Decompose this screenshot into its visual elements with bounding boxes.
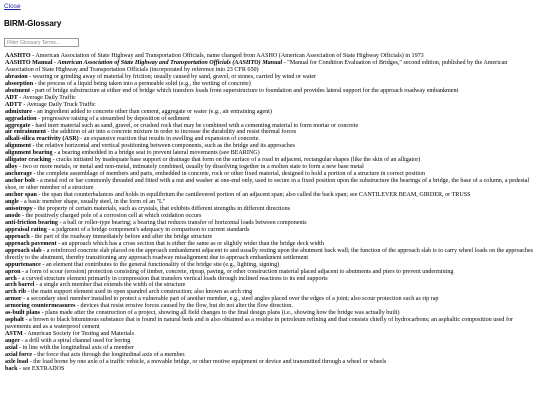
term-separator: - [40, 261, 46, 268]
term-separator: - [29, 233, 35, 240]
glossary-term: approach slab [5, 247, 42, 254]
definition-text: - "Manual for Condition Evaluation of Bridges," second edition, published by the American Association of State Highway and Transportation Officials (incorporated by reference into 23 CFR 650) [5, 59, 508, 73]
glossary-entry [5, 136, 535, 143]
glossary-definition: the force that acts through the longitudinal axis of a member. [37, 351, 186, 358]
term-separator: - [36, 115, 42, 122]
glossary-definition: a bearing embedded in a bridge seat to prevent lateral movements (see BEARING) [57, 150, 260, 157]
glossary-term: abrasion [5, 73, 28, 80]
term-separator: - [17, 94, 23, 101]
term-separator: - [46, 129, 52, 136]
glossary-term: absorption [5, 80, 34, 87]
glossary-term: armor [5, 296, 22, 303]
glossary-entry [5, 227, 535, 234]
glossary-definition: plans made after the construction of a project, showing all field changes to the final design plans (i.e., showing how the bridge was actually built) [45, 310, 400, 317]
term-separator: - [27, 73, 33, 80]
glossary-entry [5, 81, 535, 88]
glossary-entry [5, 206, 535, 213]
glossary-term: angle [5, 199, 19, 206]
definition-emphasis: American Association of State Highway and Transportation Officials (AASHTO) Manual [57, 59, 283, 66]
term-separator: - [40, 310, 46, 317]
glossary-term: anti-friction bearing [5, 219, 58, 226]
glossary-entry [5, 116, 535, 123]
glossary-entry [5, 192, 535, 199]
glossary-entry [5, 60, 535, 74]
glossary-term: alligator cracking [5, 157, 52, 164]
glossary-definition [5, 60, 507, 73]
glossary-term: apron [5, 268, 21, 275]
glossary-definition: a curved structure element primarily in compression that transfers vertical loads through inclined reactions to its end supports [21, 275, 328, 282]
glossary-entry [5, 282, 535, 289]
term-separator: - [20, 212, 26, 219]
term-separator: - [21, 296, 27, 303]
glossary-definition: a metal rod or bar commonly threaded and fitted with a nut and washer at one-end only, used to secure in a fixed position upon the substructure the bearings of a bridge, the base of a column, a pedestal shoe, or other member of a structure [5, 178, 530, 192]
term-separator: - [23, 317, 30, 324]
glossary-entry [5, 352, 535, 359]
glossary-definition: an element that contributes to the general functionality of the bridge site (e.g., lighting, signing) [45, 261, 280, 268]
glossary-term: admixture [5, 108, 32, 115]
term-separator: - [34, 178, 40, 185]
glossary-term: alignment bearing [5, 150, 53, 157]
term-separator: - [31, 108, 38, 115]
glossary-term: alignment [5, 143, 32, 150]
glossary-term: appraisal rating [5, 226, 47, 233]
glossary-definition: a form of scour (erosion) protection consisting of timber, concrete, riprap, paving, or other construction material placed adjacent to abutments and piers to prevent undermining [25, 268, 454, 275]
glossary-term: asphalt [5, 317, 24, 324]
glossary-definition: the process of a liquid being taken into a permeable solid (e.g., the wetting of concrete) [38, 80, 251, 87]
glossary-term: aggradation [5, 115, 37, 122]
glossary-definition: an expansive reaction that results in swelling and expansion of concrete. [83, 136, 260, 143]
term-separator: - [52, 59, 58, 66]
glossary-term: air entrainment [5, 129, 47, 136]
term-separator: - [75, 303, 81, 310]
glossary-entry [5, 345, 535, 352]
glossary-definition: a basic member shape, usually steel, in the form of an "L" [23, 199, 166, 206]
glossary-term: AASHTO [5, 53, 31, 59]
glossary-definition: in line with the longitudinal axis of a member [22, 345, 134, 352]
glossary-definition: see EXTRADOS [22, 365, 65, 372]
glossary-definition: an ingredient added to concrete other than cement, aggregate or water (e.g., air entraining agent) [37, 108, 272, 115]
term-separator: - [34, 282, 40, 289]
glossary-term: abutment [5, 87, 31, 94]
glossary-term: axial [5, 345, 18, 352]
glossary-list [5, 53, 535, 373]
glossary-term: axial force [5, 351, 33, 358]
glossary-term: arch [5, 275, 17, 282]
term-separator: - [18, 199, 24, 206]
glossary-term: approach [5, 233, 30, 240]
term-separator: - [17, 345, 23, 352]
term-separator: - [32, 171, 38, 178]
glossary-term: anchor span [5, 192, 37, 199]
glossary-entry [5, 366, 535, 373]
glossary-definition: cracks initiated by inadequate base support or drainage that form on the surface of a road in adjacent, rectangular shapes (like the skin of an alligator) [56, 157, 421, 164]
glossary-definition: the part of the roadway immediately before and after the bridge structure [34, 233, 213, 240]
glossary-entry [5, 109, 535, 116]
term-separator: - [33, 80, 39, 87]
glossary-entry [5, 74, 535, 81]
glossary-term: arch rib [5, 289, 27, 296]
glossary-term: alkali-silica reactivity (ASR) [5, 136, 79, 143]
glossary-entry [5, 95, 535, 102]
glossary-definition: American Society for Testing and Materials [27, 331, 134, 338]
glossary-term: ADT [5, 94, 18, 101]
term-separator: - [52, 150, 58, 157]
term-separator: - [17, 164, 23, 171]
glossary-entry [5, 199, 535, 206]
glossary-definition: the main support element used in open spandrel arch construction; also known as arch ring [31, 289, 253, 296]
glossary-definition: Average Daily Traffic [22, 94, 76, 101]
term-separator: - [46, 226, 52, 233]
glossary-term: approach pavement [5, 240, 57, 247]
term-separator: - [56, 240, 62, 247]
glossary-entry [5, 234, 535, 241]
glossary-entry [5, 248, 535, 262]
glossary-term: appurtenance [5, 261, 41, 268]
glossary-term: arch barrel [5, 282, 35, 289]
glossary-definition: an approach which has a cross section that is either the same as or slightly wider than the bridge deck width [61, 240, 324, 247]
glossary-filter-input[interactable] [4, 38, 79, 47]
glossary-definition: two or more metals, or metal and non-metal, intimately combined, usually by dissolving together in a molten state to form a new base metal [22, 164, 364, 171]
term-separator: - [41, 247, 47, 254]
glossary-term: armoring countermeasures [5, 303, 76, 310]
glossary-definition: a brown to black bituminous substance that is found in natural beds and is also obtained as a residue in petroleum refining and that consists chiefly of hydrocarbons; an asphaltic composition used for pavements and as a waterproof cement [5, 317, 514, 331]
glossary-term: ASTM [5, 331, 23, 338]
glossary-definition: wearing or grinding away of material by friction; usually caused by sand, gravel, or stones, carried by wind or water [32, 73, 317, 80]
glossary-definition: Average Daily Truck Traffic [26, 101, 96, 108]
term-separator: - [19, 338, 25, 345]
term-separator: - [22, 331, 28, 338]
glossary-definition: hard inert material such as sand, gravel, or crushed rock that may be combined with a cementing material to form mortar or concrete [35, 122, 359, 129]
glossary-term: anisotropy [5, 205, 33, 212]
glossary-term: ADTT [5, 101, 22, 108]
glossary-definition: a drill with a spiral channel used for boring [24, 338, 131, 345]
glossary-term: anchorage [5, 171, 33, 178]
term-separator: - [30, 87, 36, 94]
term-separator: - [21, 101, 27, 108]
glossary-definition: part of bridge substructure at either end of bridge which transfers loads from superstructure to foundation and provides lateral support for the approach roadway embankment [35, 87, 459, 94]
glossary-entry [5, 262, 535, 269]
glossary-term: back [5, 365, 18, 372]
glossary-entry [5, 220, 535, 227]
term-separator: - [28, 358, 34, 365]
glossary-definition: progressive raising of a streambed by deposition of sediment [41, 115, 190, 122]
glossary-entry [5, 178, 535, 192]
glossary-entry [5, 213, 535, 220]
glossary-definition: the addition of air into a concrete mixture in order to increase the durability and resist thermal forces [51, 129, 297, 136]
glossary-definition: the load borne by one axle of a traffic vehicle, a movable bridge, or other motive equipment or device and transmitted through a wheel or wheels [33, 358, 387, 365]
term-separator: - [32, 205, 38, 212]
glossary-entry [5, 88, 535, 95]
term-separator: - [57, 219, 64, 226]
glossary-term: aggregate [5, 122, 31, 129]
glossary-definition: the span that counterbalances and holds in equilibrium the cantilevered portion of an adjacent span; also called the back span; see CANTILEVER BEAM, GIRDER, or TRUSS [41, 192, 471, 199]
term-separator: - [30, 53, 36, 59]
glossary-definition: a judgment of a bridge component's adequacy in comparison to current standards [51, 226, 250, 233]
glossary-entry [5, 102, 535, 109]
glossary-term: axle load [5, 358, 29, 365]
glossary-definition: the relative horizontal and vertical positioning between components, such as the bridge and its approaches [36, 143, 295, 150]
glossary-definition: devices that resist erosive forces caused by the flow, but do not alter the flow direction. [80, 303, 293, 310]
close-link[interactable]: Close [4, 3, 21, 10]
term-separator: - [36, 192, 42, 199]
term-separator: - [31, 143, 37, 150]
glossary-term: alloy [5, 164, 18, 171]
term-separator: - [20, 268, 26, 275]
glossary-definition: the property of certain materials, such as crystals, that exhibits different strengths in different directions [37, 205, 290, 212]
glossary-definition: a secondary steel member installed to protect a vulnerable part of another member, e.g., steel angles placed over the edges of a joint; also scour protection such as rip rap [26, 296, 439, 303]
glossary-definition: the complete assemblage of members and parts, embedded in concrete, rock or other fixed material, designed to hold a portion of a structure in correct position [37, 171, 426, 178]
glossary-term: anchor bolt [5, 178, 35, 185]
glossary-entry [5, 317, 535, 331]
glossary-definition: the positively charged pole of a corrosion cell at which oxidation occurs [25, 212, 202, 219]
glossary-entry [5, 359, 535, 366]
glossary-term: auger [5, 338, 20, 345]
glossary-term: anode [5, 212, 21, 219]
term-separator: - [51, 157, 57, 164]
term-separator: - [16, 275, 22, 282]
glossary-definition: a single arch member that extends the width of the structure [39, 282, 186, 289]
term-separator: - [26, 289, 32, 296]
term-separator: - [78, 136, 84, 143]
glossary-entry [5, 338, 535, 345]
term-separator: - [17, 365, 23, 372]
glossary-definition: a ball or roller-type bearing; a bearing that reduces transfer of horizontal loads between components [63, 219, 307, 226]
glossary-entry [5, 241, 535, 248]
glossary-definition: American Association of State Highway and Transportation Officials, name changed from AASHO (American Association of State Highway Officials) in 1973 [35, 53, 424, 59]
glossary-term: AASHTO Manual [5, 59, 53, 66]
term-separator: - [30, 122, 36, 129]
glossary-term: as-built plans [5, 310, 41, 317]
glossary-definition: a reinforced concrete slab placed on the approach embankment adjacent to and usually resting upon the abutment back wall; the function of the approach slab is to carry wheel loads on the approaches directly to the abutment, thereby transitioning any approach roadway misalignment due to approach embankment settlement [5, 247, 534, 261]
page-title: BIRM-Glossary [4, 19, 62, 28]
glossary-entry [5, 269, 535, 276]
term-separator: - [32, 351, 38, 358]
glossary-entry [5, 53, 535, 60]
